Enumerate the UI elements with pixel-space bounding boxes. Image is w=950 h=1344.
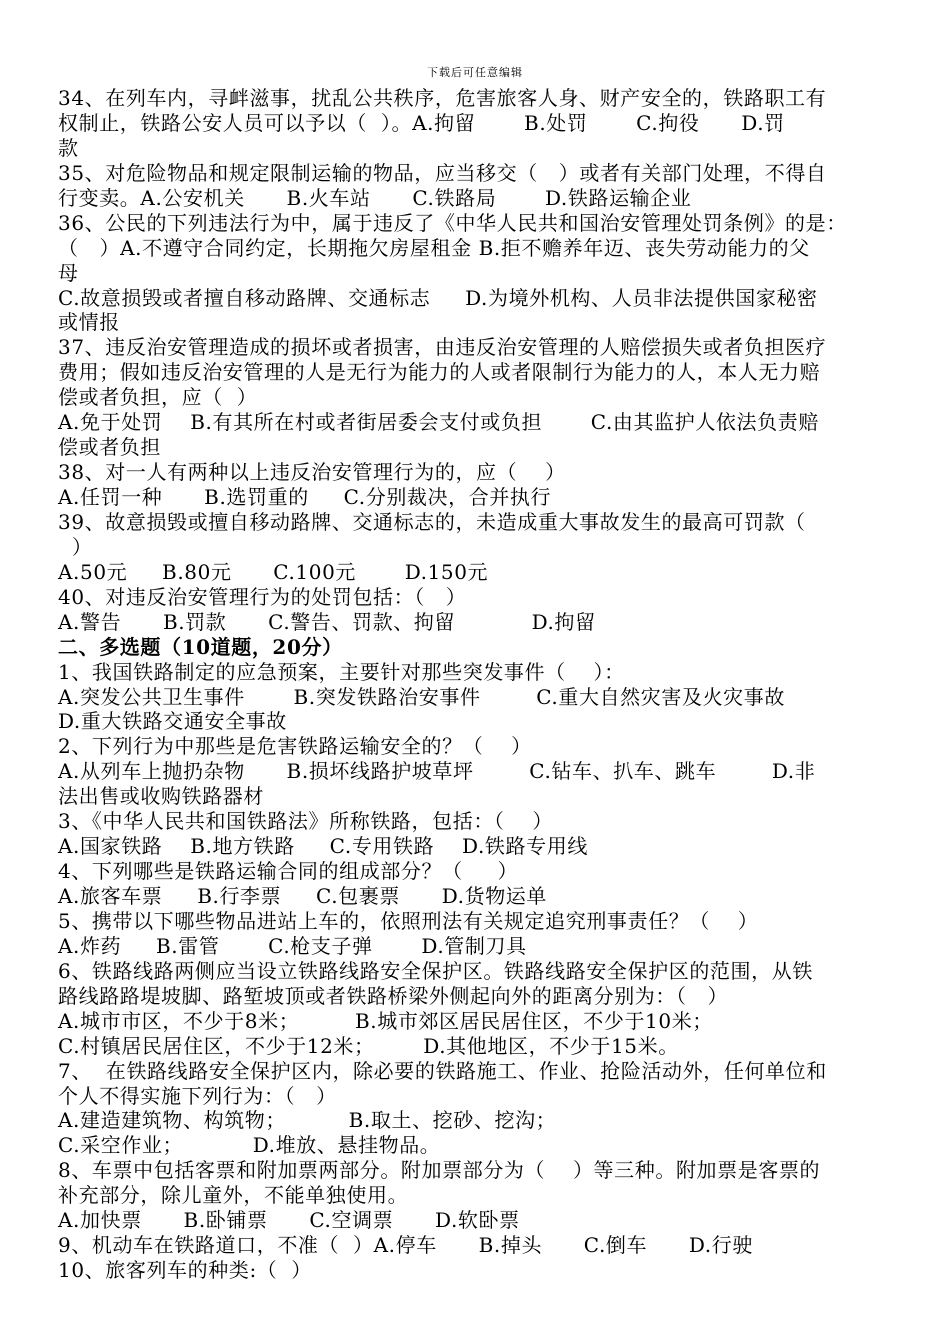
text-line: 10、旅客列车的种类:（ ） (58, 1258, 312, 1283)
document-body (58, 86, 898, 1283)
text-line: （ ）A.不遵守合同约定，长期拖欠房屋租金 B.拒不赡养年迈、丧失劳动能力的父 (58, 235, 810, 260)
text-line: 行变卖。A.公安机关 B.火车站 C.铁路局 D.铁路运输企业 (58, 185, 692, 210)
text-line: 款 (58, 135, 79, 160)
text-line: 1、我国铁路制定的应急预案，主要针对那些突发事件（ ）： (58, 659, 625, 684)
text-line: 偿或者负担 (58, 435, 161, 460)
text-line: 5、携带以下哪些物品进站上车的，依照刑法有关规定追究刑事责任？（ ） (58, 908, 759, 933)
text-line: A.任罚一种 B.选罚重的 C.分别裁决，合并执行 (58, 485, 552, 509)
section-heading: 二、多选题（10道题，20分） (58, 634, 343, 659)
text-line: 权制止，铁路公安人员可以予以（ ）。A.拘留 B.处罚 C.拘役 D.罚 (58, 110, 785, 135)
text-line: C.故意损毁或者擅自移动路牌、交通标志 D.为境外机构、人员非法提供国家秘密 (58, 285, 818, 310)
text-line: A.免于处罚 B.有其所在村或者街居委会支付或负担 C.由其监护人依法负责赔 (58, 410, 819, 435)
text-line: 37、违反治安管理造成的损坏或者损害，由违反治安管理的人赔偿损失或者负担医疗 (58, 335, 827, 360)
text-line: 35、对危险物品和规定限制运输的物品，应当移交（ ）或者有关部门处理，不得自 (58, 160, 827, 185)
text-line: A.50元 B.80元 C.100元 D.150元 (58, 559, 489, 584)
text-line: 个人不得实施下列行为：（ ） (58, 1083, 337, 1108)
text-line: 34、在列车内，寻衅滋事，扰乱公共秩序，危害旅客人身、财产安全的，铁路职工有 (58, 86, 827, 110)
text-line: A.突发公共卫生事件 B.突发铁路治安事件 C.重大自然灾害及火灾事故 (58, 684, 785, 709)
text-line: 补充部分，除儿童外，不能单独使用。 (58, 1183, 409, 1208)
text-line: 40、对违反治安管理行为的处罚包括：（ ） (58, 584, 467, 609)
text-line: A.建造建筑物、构筑物； B.取土、挖砂、挖沟； (58, 1108, 557, 1133)
text-line: C.村镇居民居住区，不少于12米； D.其他地区，不少于15米。 (58, 1033, 679, 1058)
text-line: A.旅客车票 B.行李票 C.包裹票 D.货物运单 (58, 884, 548, 908)
text-line: 38、对一人有两种以上违反治安管理行为的，应（ ） (58, 460, 566, 485)
text-line: A.从列车上抛扔杂物 B.损坏线路护坡草坪 C.钻车、扒车、跳车 D.非 (58, 759, 816, 784)
text-line: 8、车票中包括客票和附加票两部分。附加票部分为（ ）等三种。附加票是客票的 (58, 1158, 821, 1183)
text-line: 7、 在铁路线路安全保护区内，除必要的铁路施工、作业、抢险活动外，任何单位和 (58, 1058, 827, 1083)
text-line: 36、公民的下列违法行为中，属于违反了《中华人民共和国治安管理处罚条例》的是： (58, 210, 847, 235)
text-line: 9、机动车在铁路道口，不准（ ）A.停车 B.掉头 C.倒车 D.行驶 (58, 1233, 753, 1258)
download-edit-note: 下载后可任意编辑 (427, 66, 523, 79)
text-line: D.重大铁路交通安全事故 (58, 709, 287, 734)
text-line: 4、下列哪些是铁路运输合同的组成部分？（ ） (58, 859, 519, 884)
text-line: A.炸药 B.雷管 C.枪支子弹 D.管制刀具 (58, 933, 527, 958)
text-line: A.城市市区，不少于8米； B.城市郊区居民居住区，不少于10米； (58, 1008, 713, 1033)
text-line: 39、故意损毁或擅自移动路牌、交通标志的，未造成重大事故发生的最高可罚款（ (58, 509, 806, 534)
text-line: A.警告 B.罚款 C.警告、罚款、拘留 D.拘留 (58, 609, 596, 634)
text-line: 6、铁路线路两侧应当设立铁路线路安全保护区。铁路线路安全保护区的范围，从铁 (58, 958, 813, 983)
text-line: C.采空作业； D.堆放、悬挂物品。 (58, 1133, 441, 1158)
text-line: 偿或者负担，应（ ） (58, 385, 258, 410)
text-line: ） (58, 534, 93, 559)
text-line: 母 (58, 260, 79, 285)
text-line: 法出售或收购铁路器材 (58, 784, 264, 809)
text-line: 路线路路堤坡脚、路堑坡顶或者铁路桥梁外侧起向外的距离分别为：（ ） (58, 983, 729, 1008)
text-line: A.加快票 B.卧铺票 C.空调票 D.软卧票 (58, 1208, 520, 1233)
text-line: 或情报 (58, 310, 120, 335)
text-line: 3、《中华人民共和国铁路法》所称铁路，包括：（ ） (58, 809, 553, 834)
text-line: 费用；假如违反治安管理的人是无行为能力的人或者限制行为能力的人，本人无力赔 (58, 360, 821, 385)
text-line: A.国家铁路 B.地方铁路 C.专用铁路 D.铁路专用线 (58, 834, 588, 859)
text-line: 2、下列行为中那些是危害铁路运输安全的？（ ） (58, 734, 532, 759)
